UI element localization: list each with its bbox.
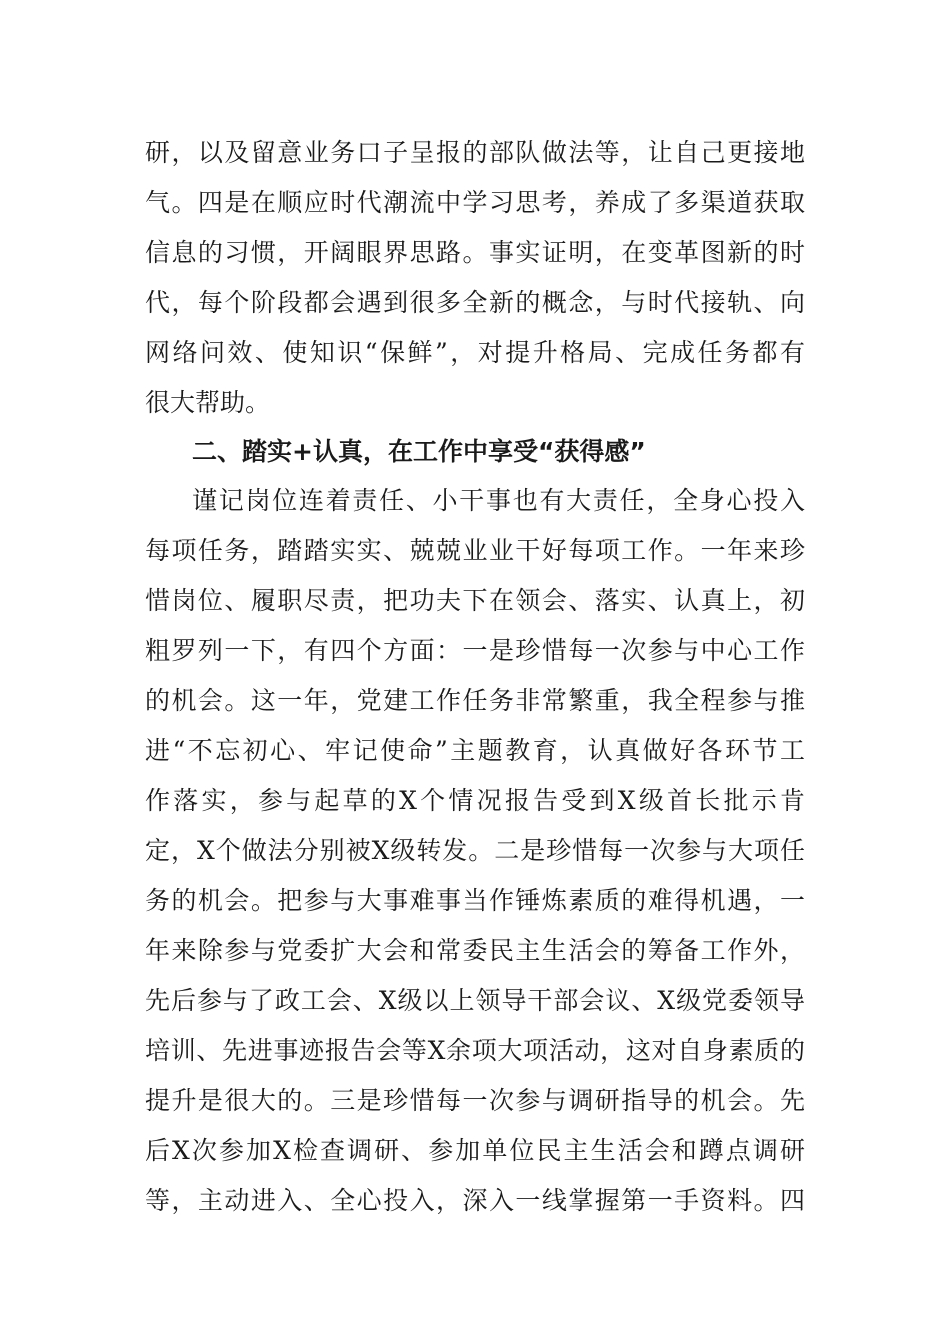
- paragraph-line: 定，X个做法分别被X级转发。二是珍惜每一次参与大项任: [145, 836, 805, 865]
- paragraph-line: 的机会。这一年，党建工作任务非常繁重，我全程参与推: [145, 686, 805, 715]
- paragraph-line: 惜岗位、履职尽责，把功夫下在领会、落实、认真上，初: [145, 586, 805, 615]
- paragraph-line: 每项任务，踏踏实实、兢兢业业干好每项工作。一年来珍: [145, 536, 805, 565]
- paragraph-line: 务的机会。把参与大事难事当作锤炼素质的难得机遇，一: [145, 886, 805, 915]
- paragraph-line: 先后参与了政工会、X级以上领导干部会议、X级党委领导: [145, 986, 805, 1015]
- paragraph-line: 气。四是在顺应时代潮流中学习思考，养成了多渠道获取: [145, 188, 805, 217]
- paragraph-line: 作落实，参与起草的X个情况报告受到X级首长批示肯: [145, 786, 805, 815]
- paragraph-line: 粗罗列一下，有四个方面：一是珍惜每一次参与中心工作: [145, 636, 805, 665]
- paragraph-line: 等，主动进入、全心投入，深入一线掌握第一手资料。四: [145, 1186, 805, 1215]
- paragraph-line: 培训、先进事迹报告会等X余项大项活动，这对自身素质的: [145, 1036, 805, 1065]
- paragraph-line: 网络问效、使知识“保鲜”，对提升格局、完成任务都有: [145, 338, 805, 367]
- paragraph-line: 进“不忘初心、牢记使命”主题教育，认真做好各环节工: [145, 736, 805, 765]
- paragraph-line: 很大帮助。: [145, 388, 271, 417]
- paragraph-line: 信息的习惯，开阔眼界思路。事实证明，在变革图新的时: [145, 238, 805, 267]
- paragraph-line: 提升是很大的。三是珍惜每一次参与调研指导的机会。先: [145, 1086, 805, 1115]
- paragraph-line: 谨记岗位连着责任、小干事也有大责任，全身心投入: [192, 486, 805, 515]
- paragraph-line: 年来除参与党委扩大会和常委民主生活会的筹备工作外，: [145, 936, 805, 965]
- paragraph-line: 研，以及留意业务口子呈报的部队做法等，让自己更接地: [145, 138, 805, 167]
- paragraph-line: 代，每个阶段都会遇到很多全新的概念，与时代接轨、向: [145, 288, 805, 317]
- paragraph-line: 后X次参加X检查调研、参加单位民主生活会和蹲点调研: [145, 1136, 805, 1165]
- section-heading: 二、踏实+认真，在工作中享受“获得感”: [192, 437, 646, 466]
